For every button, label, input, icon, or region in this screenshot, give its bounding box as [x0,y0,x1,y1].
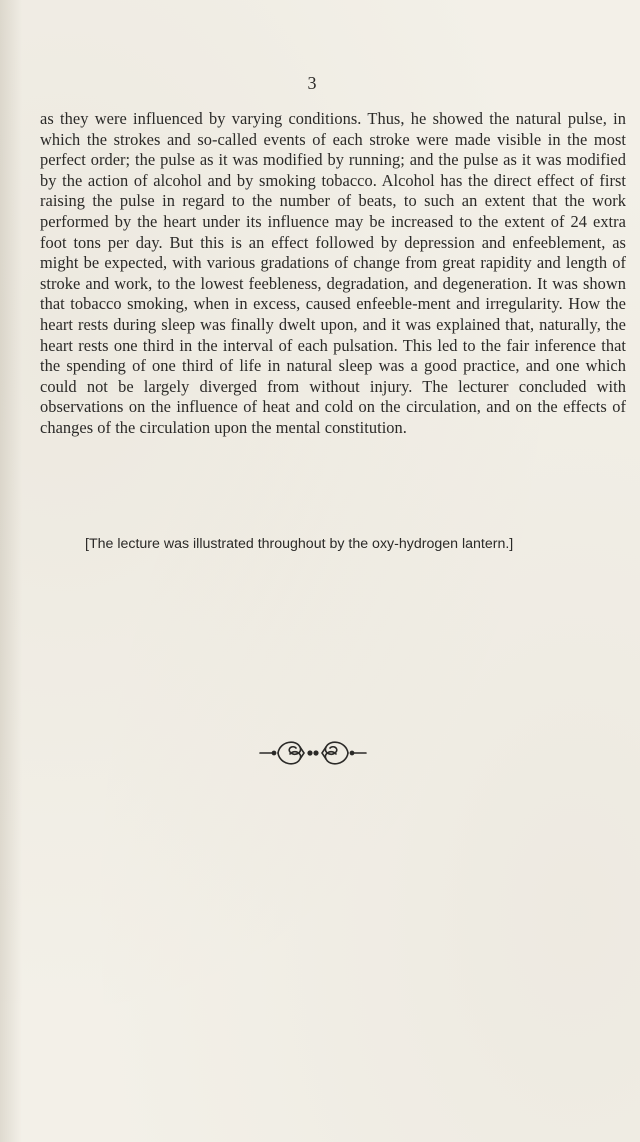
page-gutter-shade [0,0,22,1142]
lecture-caption: [The lecture was illustrated throughout by the oxy-hydrogen lantern.] [85,536,514,552]
body-paragraph: as they were influenced by varying conditions. Thus, he showed the natural pulse, in which the strokes and so-called events of each stroke were made visible in the most perfect order; the pulse as it was modified by running; and the pulse as it was modified by the action of alcohol and by smoking tobacco. Alcohol has the direct effect of first raising the pulse in regard to the number of beats, to such an extent that the work performed by the heart under its influence may be increased to the extent of 24 extra foot tons per day. But this is an effect followed by depression and enfeeblement, as might be expected, with various gradations of change from great rapidity and length of stroke and work, to the lowest feebleness, degradation, and degeneration. It was shown that tobacco smoking, when in excess, caused enfeeble-ment and irregularity. How the heart rests during sleep was finally dwelt upon, and it was explained that, naturally, the heart rests one third in the interval of each pulsation. This led to the fair inference that the spending of one third of life in natural sleep was a good practice, and one which could not be largely diverged from without injury. The lecturer concluded with observations on the influence of heat and cold on the circulation, and on the effects of changes of the circulation upon the mental constitution. [40,109,626,437]
page-number: 3 [307,73,317,93]
scroll-ornament-icon [258,735,368,771]
